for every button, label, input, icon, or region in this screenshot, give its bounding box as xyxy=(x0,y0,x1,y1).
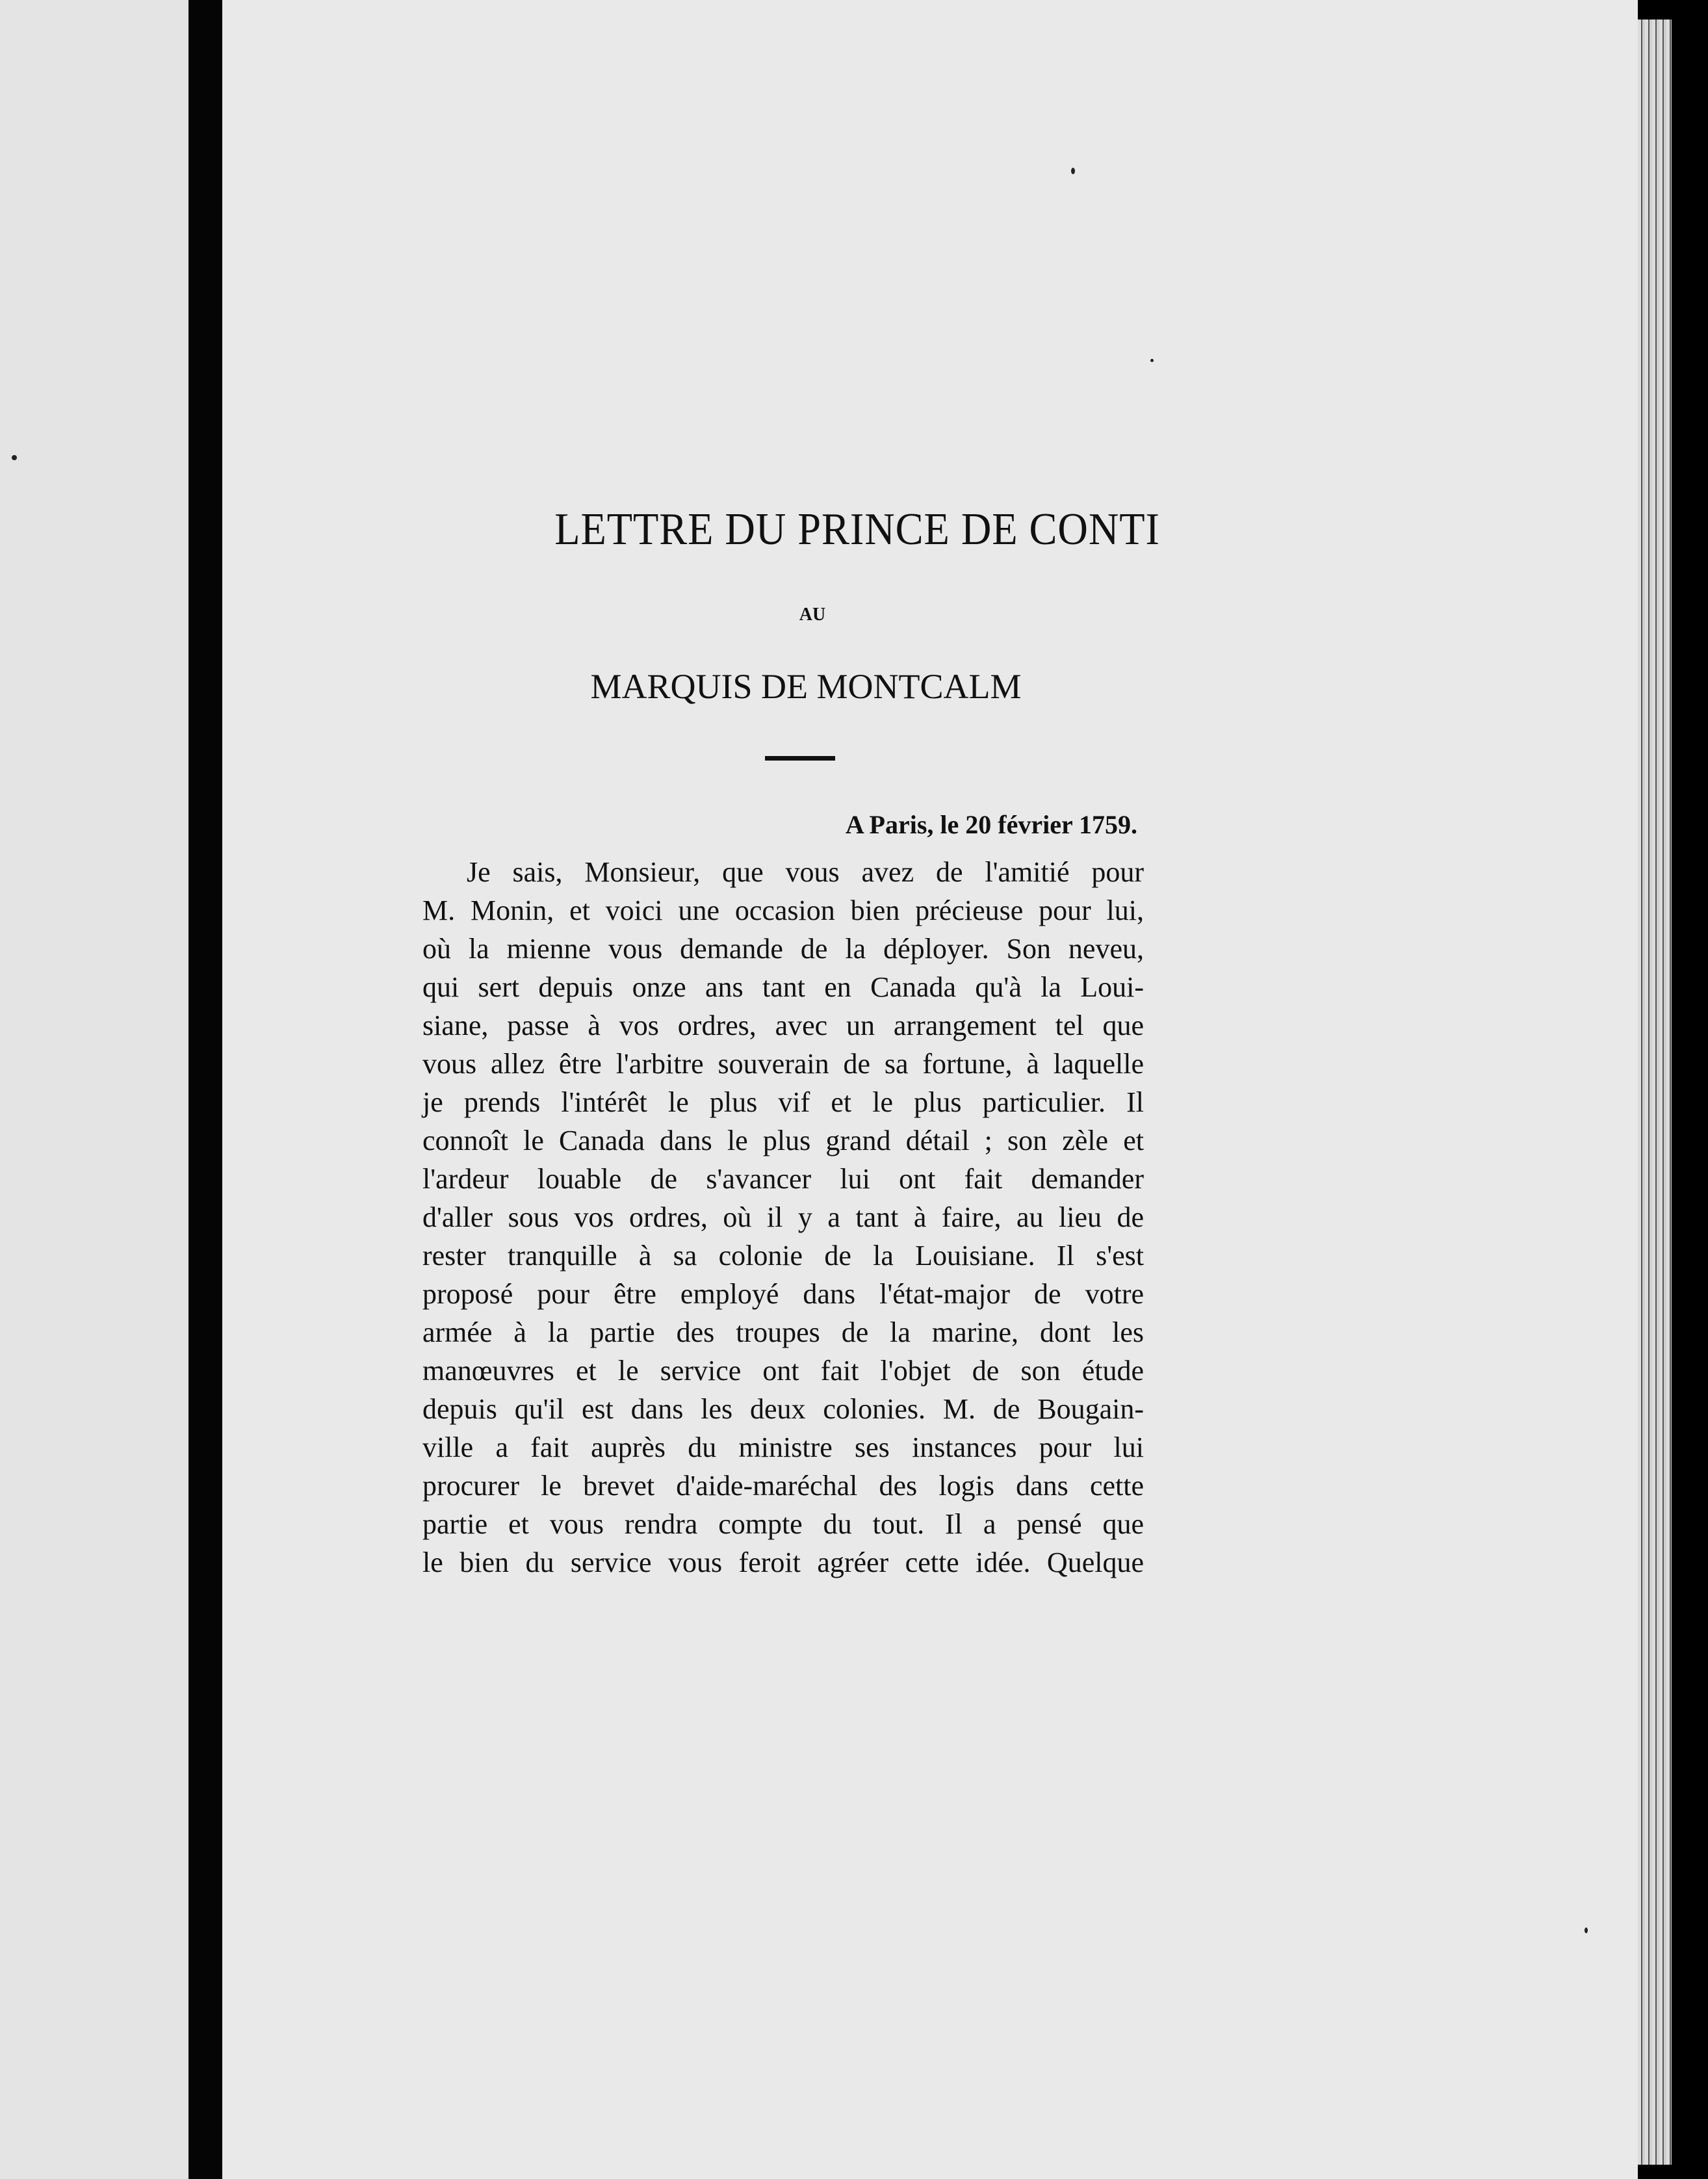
body-line: siane, passe à vos ordres, avec un arrangement tel que xyxy=(422,1010,1144,1041)
body-line: connoît le Canada dans le plus grand détail ; son zèle et xyxy=(422,1125,1144,1156)
book-gutter xyxy=(188,0,222,2179)
body-line: je prends l'intérêt le plus vif et le plus particulier. Il xyxy=(422,1086,1144,1118)
body-line: où la mienne vous demande de la déployer. Son neveu, xyxy=(422,933,1144,965)
body-line: qui sert depuis onze ans tant en Canada qu'à la Loui- xyxy=(422,971,1144,1003)
speck-mark xyxy=(1585,1927,1588,1933)
letter-title: LETTRE DU PRINCE DE CONTI xyxy=(554,504,1160,555)
body-line: armée à la partie des troupes de la marine, dont les xyxy=(422,1316,1144,1348)
body-line: manœuvres et le service ont fait l'objet de son étude xyxy=(422,1355,1144,1387)
dateline: A Paris, le 20 février 1759. xyxy=(845,810,1137,839)
body-line: M. Monin, et voici une occasion bien précieuse pour lui, xyxy=(422,894,1144,926)
speck-mark xyxy=(1150,359,1154,362)
body-line: vous allez être l'arbitre souverain de sa fortune, à laquelle xyxy=(422,1048,1144,1080)
body-line: ville a fait auprès du ministre ses instances pour lui xyxy=(422,1431,1144,1463)
letter-body xyxy=(422,853,1144,1582)
body-line: Je sais, Monsieur, que vous avez de l'amitié pour xyxy=(467,856,1144,888)
body-line: d'aller sous vos ordres, où il y a tant à faire, au lieu de xyxy=(422,1201,1144,1233)
body-line: depuis qu'il est dans les deux colonies. M. de Bougain- xyxy=(422,1393,1144,1425)
body-line: l'ardeur louable de s'avancer lui ont fait demander xyxy=(422,1163,1144,1195)
letter-recipient: MARQUIS DE MONTCALM xyxy=(590,667,1022,706)
left-page-edge xyxy=(0,0,188,2179)
speck-mark xyxy=(12,455,17,460)
body-line: partie et vous rendra compte du tout. Il a pensé que xyxy=(422,1508,1144,1540)
right-border xyxy=(1672,0,1708,2179)
body-line: le bien du service vous feroit agréer cette idée. Quelque xyxy=(422,1546,1144,1578)
title-rule xyxy=(765,756,835,761)
page-stack-edges xyxy=(1638,20,1672,2165)
body-line: rester tranquille à sa colonie de la Louisiane. Il s'est xyxy=(422,1240,1144,1272)
letter-subtitle: AU xyxy=(799,605,826,625)
body-line: proposé pour être employé dans l'état-major de votre xyxy=(422,1278,1144,1310)
body-line: procurer le brevet d'aide-maréchal des logis dans cette xyxy=(422,1470,1144,1502)
speck-mark xyxy=(1071,168,1075,174)
